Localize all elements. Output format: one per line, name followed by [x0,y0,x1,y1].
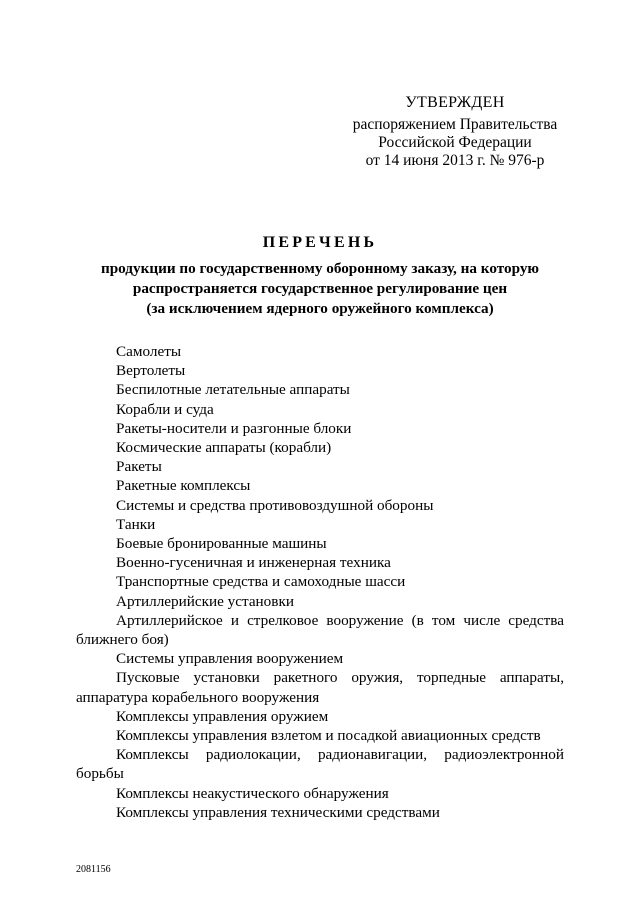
list-item: Системы управления вооружением [116,650,344,668]
list-item: Комплексы управления оружием [116,707,329,725]
list-item: Артиллерийские установки [116,592,294,610]
approval-block [330,94,580,170]
approval-heading: УТВЕРЖДЕН [405,94,505,111]
document-subtitle [78,259,562,319]
subtitle-line-1: продукции по государственному оборонному заказу, на которую [100,260,540,277]
list-item: Беспилотные летательные аппараты [116,381,350,399]
list-item: Самолеты [116,343,182,360]
approval-line-1: распоряжением Правительства [352,116,558,133]
list-item: Ракеты [116,458,162,476]
document-number: 2081156 [76,864,111,875]
document-title: ПЕРЕЧЕНЬ [262,234,378,251]
list-item: Вертолеты [116,362,186,380]
list-item: Комплексы неакустического обнаружения [116,784,389,802]
approval-line-3: от 14 июня 2013 г. № 976-р [365,152,545,169]
approval-line-2: Российской Федерации [378,134,532,151]
list-item: Боевые бронированные машины [116,535,327,553]
list-item: Космические аппараты (корабли) [116,439,332,457]
list-item: Ракетные комплексы [116,477,251,495]
list-item: Военно-гусеничная и инженерная техника [116,554,391,572]
list-item: Комплексы управления техническими средствами [116,803,440,821]
subtitle-line-3: (за исключением ядерного оружейного комплекса) [146,300,494,317]
list-item: Артиллерийское и стрелковое вооружение (в том числе средства ближнего боя) [76,611,564,649]
product-list [76,342,564,822]
list-item: Транспортные средства и самоходные шасси [116,573,406,591]
list-item: Комплексы управления взлетом и посадкой авиационных средств [116,727,541,745]
list-item: Комплексы радиолокации, радионавигации, радиоэлектронной борьбы [76,746,564,783]
list-item: Пусковые установки ракетного оружия, торпедные аппараты, аппаратура корабельного вооружения [76,669,564,706]
list-item: Ракеты-носители и разгонные блоки [116,419,352,437]
list-item: Танки [116,515,156,533]
list-item: Системы и средства противовоздушной обороны [116,496,434,514]
subtitle-line-2: распространяется государственное регулирование цен [132,280,508,297]
list-item: Корабли и суда [116,400,214,418]
